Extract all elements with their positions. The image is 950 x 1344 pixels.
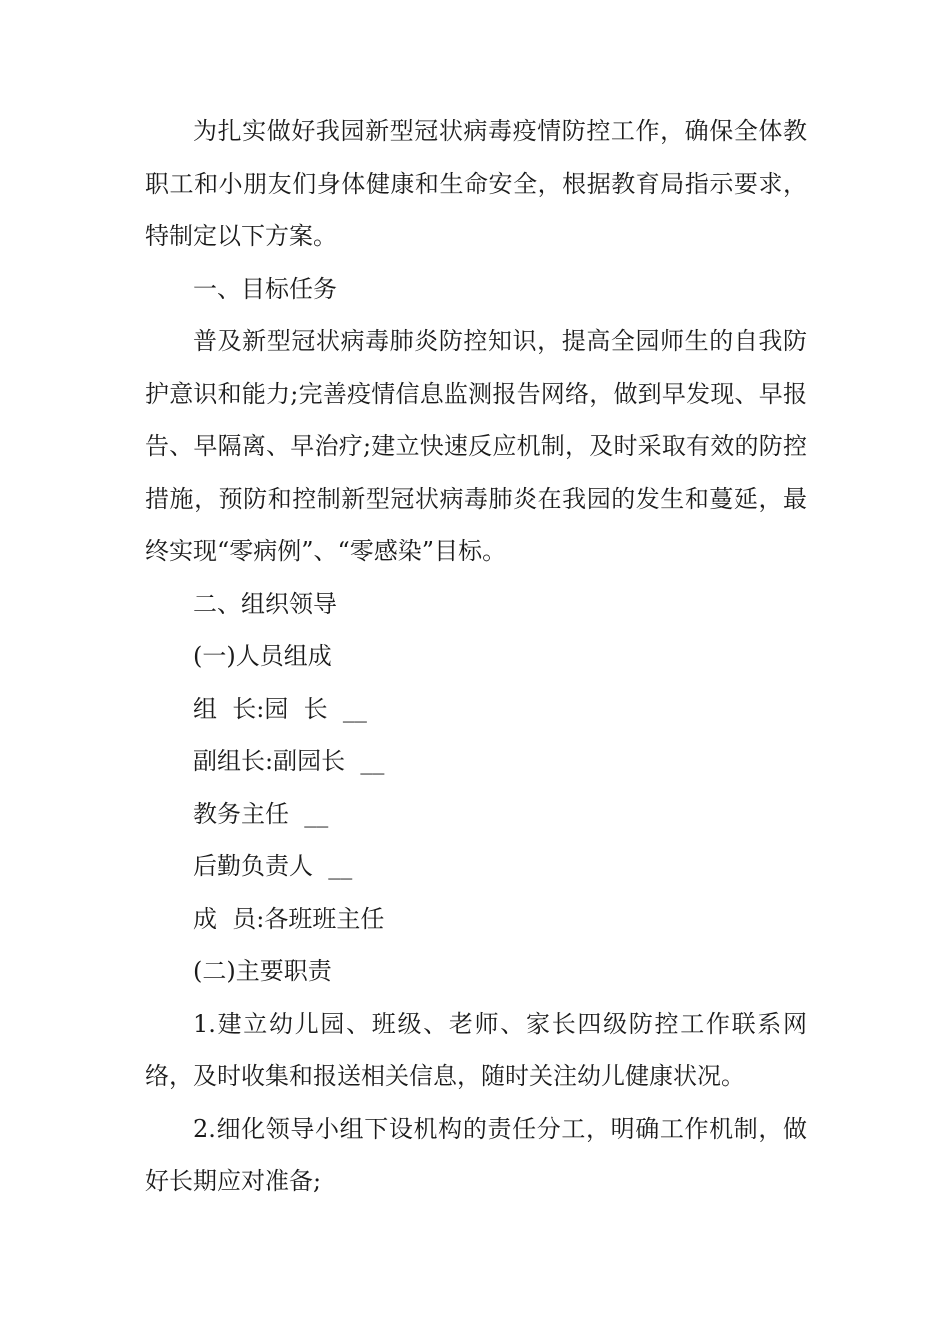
goals-paragraph: 普及新型冠状病毒肺炎防控知识，提高全园师生的自我防护意识和能力;完善疫情信息监测报告网络，做到早发现、早报告、早隔离、早治疗;建立快速反应机制，及时采取有效的防控措施，预防和控制新型冠状病毒肺炎在我园的发生和蔓延，最终实现“零病例”、“零感染”目标。 — [145, 327, 807, 565]
subheading-personnel: (一)人员组成 — [193, 642, 332, 670]
personnel-leader: 组 长:园 长 __ — [193, 694, 367, 723]
personnel-members: 成 员:各班班主任 — [193, 904, 385, 933]
personnel-academic-director: 教务主任 __ — [193, 799, 329, 828]
personnel-deputy-leader: 副组长:副园长 __ — [193, 747, 385, 775]
section-heading-goals: 一、目标任务 — [193, 274, 337, 303]
document-body — [145, 105, 807, 1208]
personnel-logistics: 后勤负责人 __ — [193, 852, 353, 880]
intro-paragraph: 为扎实做好我园新型冠状病毒疫情防控工作，确保全体教职工和小朋友们身体健康和生命安全，根据教育局指示要求，特制定以下方案。 — [145, 117, 807, 250]
duty-item-1: 1.建立幼儿园、班级、老师、家长四级防控工作联系网络，及时收集和报送相关信息，随时关注幼儿健康状况。 — [145, 1009, 807, 1090]
duty-item-2: 2.细化领导小组下设机构的责任分工，明确工作机制，做好长期应对准备; — [145, 1114, 807, 1195]
section-heading-organization: 二、组织领导 — [193, 589, 337, 618]
subheading-duties: (二)主要职责 — [193, 957, 332, 985]
